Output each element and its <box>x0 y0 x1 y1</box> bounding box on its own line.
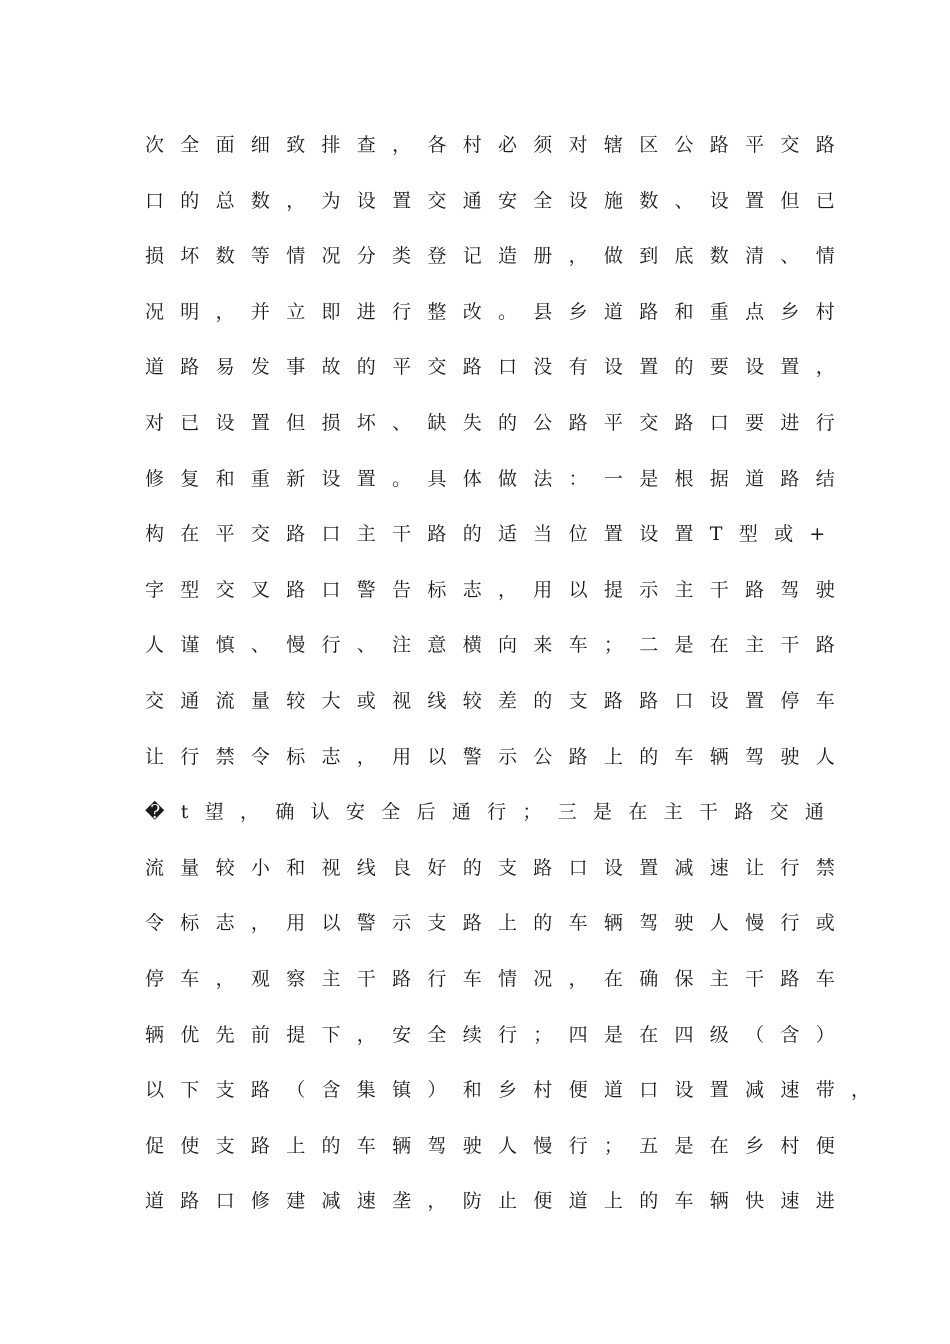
text-line-13: �t望，确认安全后通行；三是在主干路交通 <box>145 801 841 824</box>
text-line-11: 交通流量较大或视线较差的支路路口设置停车 <box>145 689 852 712</box>
text-line-6: 对已设置但损坏、缺失的公路平交路口要进行 <box>145 411 852 434</box>
text-line-16: 停车，观察主干路行车情况，在确保主干路车 <box>145 967 852 990</box>
text-line-9: 字型交叉路口警告标志，用以提示主干路驾驶 <box>145 578 852 601</box>
text-line-20: 道路口修建减速垄，防止便道上的车辆快速进 <box>145 1190 852 1213</box>
text-line-7: 修复和重新设置。具体做法：一是根据道路结 <box>145 467 852 490</box>
text-line-3: 损坏数等情况分类登记造册，做到底数清、情 <box>145 245 852 268</box>
text-line-19: 促使支路上的车辆驾驶人慢行；五是在乡村便 <box>145 1134 852 1157</box>
text-line-15: 令标志，用以警示支路上的车辆驾驶人慢行或 <box>145 912 852 935</box>
text-line-10: 人谨慎、慢行、注意横向来车；二是在主干路 <box>145 634 852 657</box>
text-line-14: 流量较小和视线良好的支路口设置减速让行禁 <box>145 856 852 879</box>
text-line-17: 辆优先前提下，安全续行；四是在四级（含） <box>145 1023 852 1046</box>
text-line-4: 况明，并立即进行整改。县乡道路和重点乡村 <box>145 300 852 323</box>
body-text <box>145 128 887 1240</box>
text-line-1: 次全面细致排查，各村必须对辖区公路平交路 <box>145 134 852 156</box>
text-line-8: 构在平交路口主干路的适当位置设置T型或+ <box>145 523 842 546</box>
text-line-2: 口的总数，为设置交通安全设施数、设置但已 <box>145 189 852 212</box>
text-line-5: 道路易发事故的平交路口没有设置的要设置， <box>145 356 852 379</box>
text-line-18: 以下支路（含集镇）和乡村便道口设置减速带， <box>145 1079 887 1102</box>
text-line-12: 让行禁令标志，用以警示公路上的车辆驾驶人 <box>145 745 852 768</box>
